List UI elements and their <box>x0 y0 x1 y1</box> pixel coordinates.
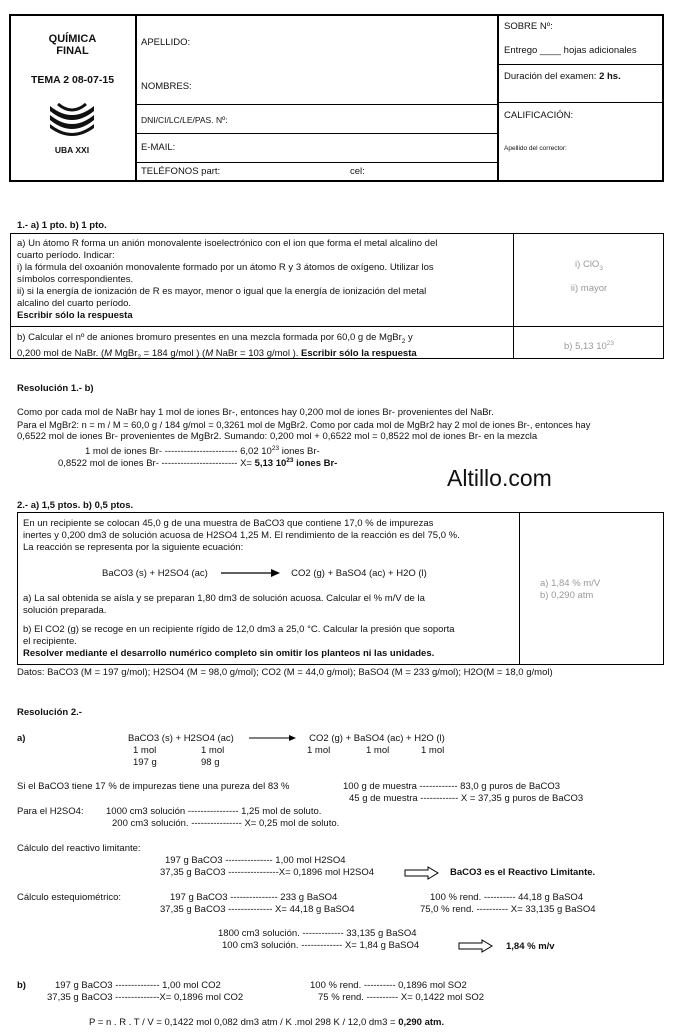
header-rule <box>136 104 498 105</box>
entrego-label: Entrego ____ hojas adicionales <box>504 45 637 56</box>
uba-logo <box>44 102 100 156</box>
res2-h2so4-r1: 1000 cm3 solución ---------------- 1,25 mol de soluto. <box>106 806 322 817</box>
q1-a-text: a) Un átomo R forma un anión monovalente isoelectrónico con el ion que forma el metal alcalino del cuarto período. Indicar: i) la fórmula del oxoanión monovalente formado por un átomo R y 3 átomos de oxígeno. Utilizar los símbolos correspondientes. ii) si la energía de ionización de R es mayor, menor o igual que la energía de ionización del metal alcalino del cuarto período. Escribir sólo la respuesta <box>17 238 438 321</box>
res2-lim-r2: 37,35 g BaCO3 ----------------X= 0,1896 mol H2SO4 <box>160 867 375 878</box>
res2-mol: 1 mol <box>133 745 157 756</box>
res2-lim-result: BaCO3 es el Reactivo Limitante. <box>450 867 596 878</box>
res2-estequio-heading: Cálculo estequiométrico: <box>17 892 122 903</box>
res2-rend-r2: 75,0 % rend. ---------- X= 33,135 g BaSO4 <box>420 904 596 915</box>
res2-mol: 1 mol <box>307 745 331 756</box>
corrector-label: Apellido del corrector: <box>504 145 567 152</box>
q1-rule <box>10 326 664 327</box>
res1-line: Para el MgBr2: n = m / M = 60,0 g / 184 g/mol = 0,3261 mol de MgBr2. Como por cada mol de MgBr2 hay 2 mol de iones Br-, entonces hay <box>17 420 591 430</box>
res2-pureza-r2: 45 g de muestra ------------ X = 37,35 g puros de BaCO3 <box>349 793 584 804</box>
q2-a-text: a) La sal obtenida se aísla y se preparan 1,80 dm3 de solución acuosa. Calcular el % m/V de la solución preparada. <box>23 593 425 616</box>
res2-mol: 1 mol <box>366 745 390 756</box>
res2-b-label: b) <box>17 980 26 991</box>
q2-answers: a) 1,84 % m/V b) 0,290 atm <box>540 578 601 601</box>
q2-equation: BaCO3 (s) + H2SO4 (ac) CO2 (g) + BaSO4 (ac) + H2O (l) <box>102 568 427 579</box>
cel-label: cel: <box>350 166 365 177</box>
res2-mol: 1 mol <box>421 745 445 756</box>
sobre-label: SOBRE Nº: <box>504 21 553 32</box>
q1-a-answer: i) ClO$_3$ ii) mayor <box>570 259 608 294</box>
res2-pureza: Si el BaCO3 tiene 17 % de impurezas tiene una pureza del 83 % <box>17 781 290 792</box>
logo-text: UBA XXI <box>54 145 90 155</box>
q1-b-text: b) Calcular el nº de aniones bromuro presentes en una mezcla formada por 60,0 g de MgBr$_2$ y 0,200 mol de NaBr. (M MgBr$_2$ = 184 g/mol ) (M NaBr = 103 g/mol ). Escribir sólo la respuesta <box>17 332 417 361</box>
q1-b-answer: b) 5,13 $10^{23}$ <box>563 340 615 353</box>
header-rule <box>136 162 498 163</box>
reaction-arrow-icon <box>219 568 281 578</box>
res1-line: 0,6522 mol de iones Br- provenientes de MgBr2. Sumando: 0,200 mol + 0,6522 mol = 0,8522 mol de iones Br- en la mezcla <box>17 431 538 442</box>
res2-b-rend-r2: 75 % rend. ---------- X= 0,1422 mol SO2 <box>318 992 485 1003</box>
header-divider-left <box>135 14 137 182</box>
telefonos-label: TELÉFONOS part: <box>141 166 221 177</box>
q2-heading: 2.- a) 1,5 ptos. b) 0,5 ptos. <box>17 500 134 511</box>
double-arrow-icon <box>458 939 494 953</box>
res1-line: Como por cada mol de NaBr hay 1 mol de iones Br-, entonces hay 0,200 mol de iones Br- provenientes del NaBr. <box>17 407 494 418</box>
q2-intro: En un recipiente se colocan 45,0 g de una muestra de BaCO3 que contiene 17,0 % de impurezas inertes y 0,200 dm3 de solución acuosa de H2SO4 1,25 M. El rendimiento de la reacción es del 75,0 %. La reacción se representa por la siguiente ecuación: <box>23 518 460 553</box>
duracion-label: Duración del examen: 2 hs. <box>504 71 621 82</box>
res2-final: P = n . R . T / V = 0,1422 mol 0,082 dm3 atm / K .mol 298 K / 12,0 dm3 = 0,290 atm. <box>89 1017 445 1028</box>
res2-h2so4-label: Para el H2SO4: <box>17 806 84 817</box>
res1-heading: Resolución 1.- b) <box>17 383 94 394</box>
res1-line: 0,8522 mol de iones Br- ------------------------ X= 5,13 $10^{23}$ iones Br- <box>58 457 338 470</box>
header-rule <box>498 64 663 65</box>
email-label: E-MAIL: <box>141 142 176 153</box>
res2-equation: BaCO3 (s) + H2SO4 (ac) CO2 (g) + BaSO4 (ac) + H2O (l) <box>128 733 445 744</box>
res2-b-r1: 197 g BaCO3 -------------- 1,00 mol CO2 <box>55 980 221 991</box>
tema-label: TEMA 2 08-07-15 <box>30 74 115 86</box>
header-rule <box>498 102 663 103</box>
res2-pureza-r1: 100 g de muestra ------------ 83,0 g puros de BaCO3 <box>343 781 560 792</box>
q1-heading: 1.- a) 1 pto. b) 1 pto. <box>17 220 107 231</box>
reaction-arrow-icon <box>247 733 297 743</box>
apellido-label: APELLIDO: <box>141 37 191 48</box>
res1-line: 1 mol de iones Br- ----------------------- 6,02 $10^{23}$ iones Br- <box>85 445 320 458</box>
uba-logo-icon <box>44 102 100 142</box>
res2-lim-r1: 197 g BaCO3 --------------- 1,00 mol H2SO4 <box>165 855 346 866</box>
q2-b-text: b) El CO2 (g) se recoge en un recipiente rígido de 12,0 dm3 a 25,0 °C. Calcular la presión que soporta el recipiente. Resolver mediante el desarrollo numérico completo sin omitir los planteos ni las unidades. <box>23 624 455 659</box>
res2-heading: Resolución 2.- <box>17 707 82 718</box>
res2-mol: 1 mol <box>201 745 225 756</box>
res2-est-r2: 37,35 g BaCO3 -------------- X= 44,18 g BaSO4 <box>160 904 355 915</box>
res2-est-r1: 197 g BaCO3 --------------- 233 g BaSO4 <box>170 892 338 903</box>
res2-b-r2: 37,35 g BaCO3 --------------X= 0,1896 mol CO2 <box>47 992 244 1003</box>
res2-sol-r1: 1800 cm3 solución. ------------- 33,135 g BaSO4 <box>218 928 417 939</box>
res2-g: 98 g <box>201 757 220 768</box>
calificacion-label: CALIFICACIÓN: <box>504 110 574 121</box>
res2-b-rend-r1: 100 % rend. ---------- 0,1896 mol SO2 <box>310 980 467 991</box>
header-rule <box>136 133 498 134</box>
double-arrow-icon <box>404 866 440 880</box>
q2-datos: Datos: BaCO3 (M = 197 g/mol); H2SO4 (M = 98,0 g/mol); CO2 (M = 44,0 g/mol); BaSO4 (M = 233 g/mol); H2O(M = 18,0 g/mol) <box>17 667 553 678</box>
res2-h2so4-r2: 200 cm3 solución. ---------------- X= 0,25 mol de soluto. <box>112 818 340 829</box>
course-title: QUÍMICA FINAL <box>48 33 97 57</box>
res2-limitante-heading: Cálculo del reactivo limitante: <box>17 843 141 854</box>
res2-rend-r1: 100 % rend. ---------- 44,18 g BaSO4 <box>430 892 584 903</box>
watermark: Altillo.com <box>447 465 552 491</box>
header-divider-right <box>497 14 499 182</box>
res2-sol-r2: 100 cm3 solución. ------------- X= 1,84 g BaSO4 <box>222 940 420 951</box>
res2-a-label: a) <box>17 733 26 744</box>
res2-sol-result: 1,84 % m/v <box>506 941 555 952</box>
nombres-label: NOMBRES: <box>141 81 192 92</box>
dni-label: DNI/CI/LC/LE/PAS. Nº: <box>141 115 228 125</box>
q2-divider <box>519 512 520 665</box>
res2-g: 197 g <box>133 757 157 768</box>
